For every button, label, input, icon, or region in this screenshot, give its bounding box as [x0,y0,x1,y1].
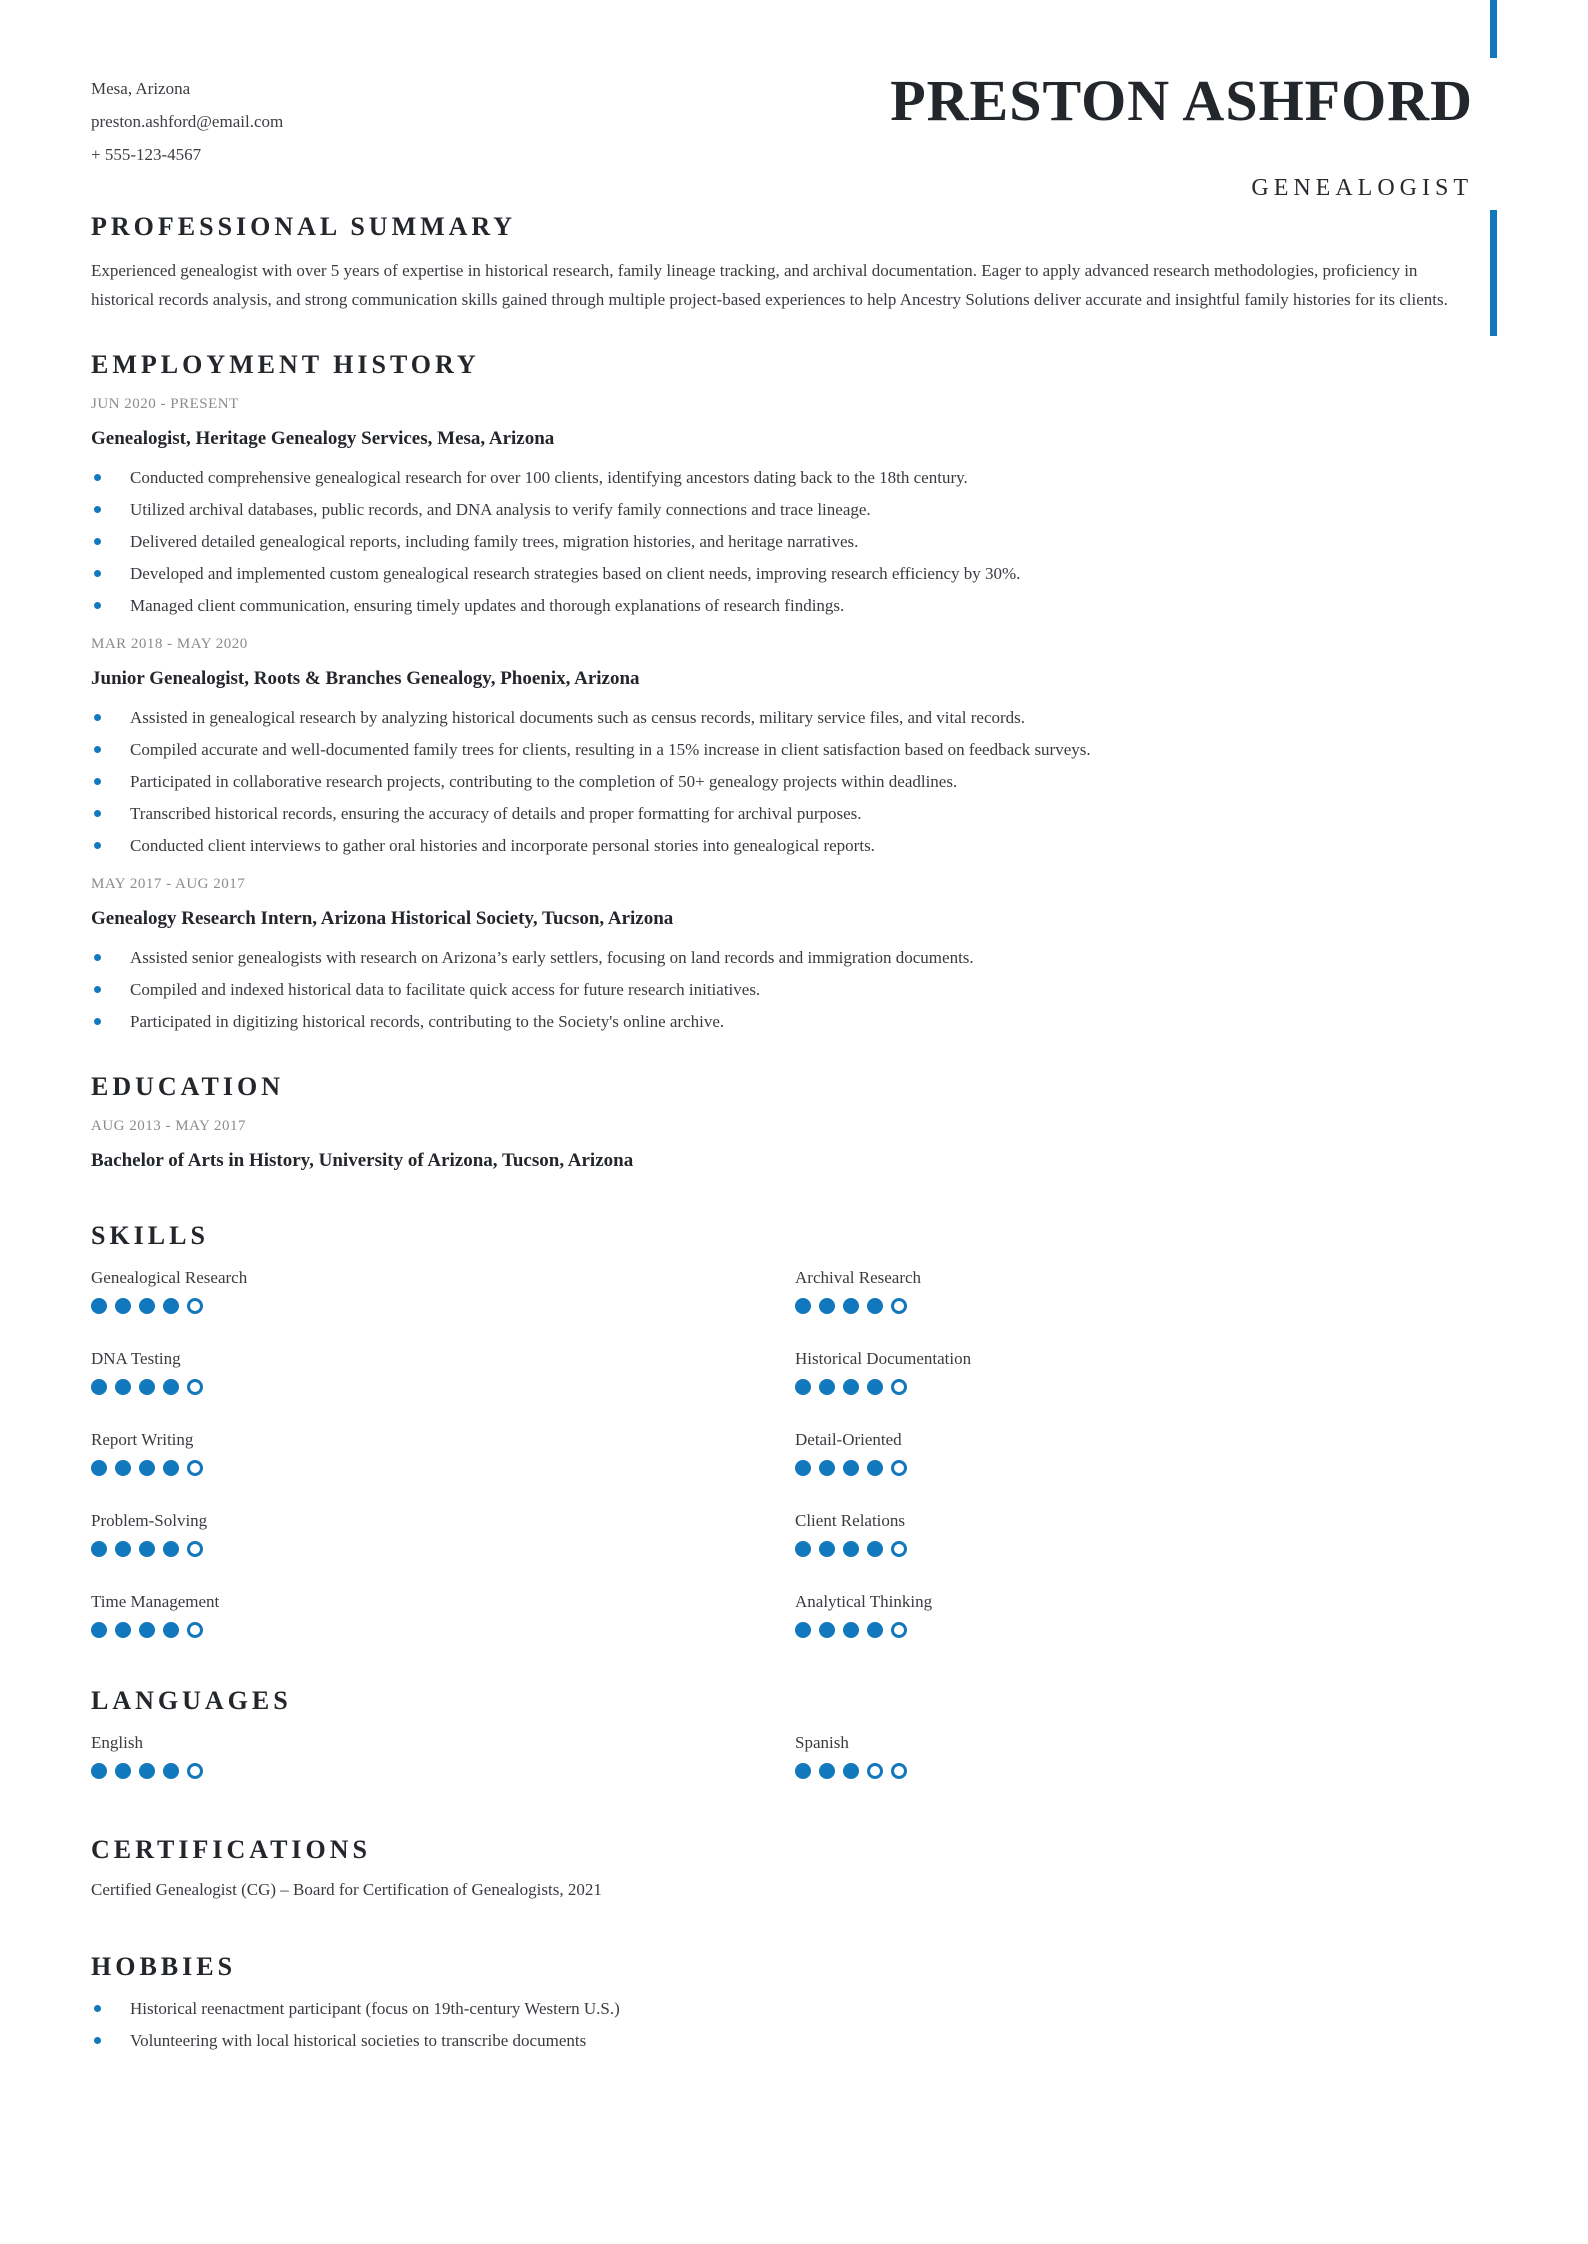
rating-dot-filled [139,1541,155,1557]
skill-item [91,1267,795,1314]
skill-rating [795,1622,1473,1638]
rating-dot-filled [819,1763,835,1779]
rating-dot-filled [843,1379,859,1395]
rating-dot-empty [891,1763,907,1779]
rating-dot-filled [795,1298,811,1314]
skill-item [795,1429,1473,1476]
skill-label: Client Relations [795,1511,906,1530]
skill-label: Time Management [91,1592,220,1611]
rating-dot-filled [91,1763,107,1779]
certifications-heading: CERTIFICATIONS [91,1835,371,1864]
job-dates: MAR 2018 - MAY 2020 [91,636,248,652]
rating-dot-filled [795,1541,811,1557]
skill-label: Detail-Oriented [795,1430,902,1449]
rating-dot-filled [795,1622,811,1638]
skill-item [795,1591,1473,1638]
rating-dot-filled [139,1298,155,1314]
name-block [890,68,1473,202]
skill-item [91,1591,795,1638]
rating-dot-filled [867,1379,883,1395]
rating-dot-filled [115,1622,131,1638]
bullet-item: Utilized archival databases, public records, and DNA analysis to verify family connections and trace lineage. [91,499,1473,520]
rating-dot-filled [115,1379,131,1395]
rating-dot-filled [115,1460,131,1476]
section-skills [91,1221,1473,1638]
rating-dot-filled [843,1763,859,1779]
rating-dot-filled [795,1460,811,1476]
rating-dot-empty [891,1379,907,1395]
skill-item [91,1429,795,1476]
section-hobbies [91,1952,1473,2051]
skill-rating [91,1541,795,1557]
hobbies-heading: HOBBIES [91,1952,237,1981]
rating-dot-filled [819,1541,835,1557]
rating-dot-empty [867,1763,883,1779]
bullet-item: Compiled and indexed historical data to facilitate quick access for future research initiatives. [91,979,1473,1000]
rating-dot-empty [187,1379,203,1395]
section-employment-history [91,350,1473,1032]
rating-dot-empty [187,1298,203,1314]
rating-dot-filled [819,1298,835,1314]
hobby-item: Volunteering with local historical societies to transcribe documents [91,2030,1473,2051]
job-bullets [91,707,1473,856]
resume-header [91,68,1473,202]
bullet-item: Conducted comprehensive genealogical research for over 100 clients, identifying ancestors dating back to the 18th century. [91,467,1473,488]
rating-dot-filled [163,1460,179,1476]
rating-dot-empty [891,1541,907,1557]
rating-dot-filled [795,1379,811,1395]
language-rating [795,1763,1473,1779]
job-entry [91,396,1473,616]
summary-heading: PROFESSIONAL SUMMARY [91,212,517,241]
rating-dot-filled [139,1763,155,1779]
skill-rating [795,1460,1473,1476]
rating-dot-filled [819,1622,835,1638]
languages-grid [91,1732,1473,1779]
rating-dot-filled [867,1460,883,1476]
job-bullets [91,467,1473,616]
section-education [91,1072,1473,1173]
rating-dot-filled [139,1460,155,1476]
contact-phone: + 555-123-4567 [91,145,202,164]
rating-dot-filled [867,1541,883,1557]
rating-dot-filled [163,1541,179,1557]
section-professional-summary [91,212,1473,314]
skill-rating [91,1298,795,1314]
bullet-item: Participated in digitizing historical records, contributing to the Society's online archive. [91,1011,1473,1032]
skill-item [795,1267,1473,1314]
hobbies-list [91,1998,1473,2051]
education-heading: EDUCATION [91,1072,284,1101]
bullet-item: Assisted senior genealogists with research on Arizona’s early settlers, focusing on land records and immigration documents. [91,947,1473,968]
skill-label: Analytical Thinking [795,1592,933,1611]
skills-grid [91,1267,1473,1638]
job-title: Junior Genealogist, Roots & Branches Genealogy, Phoenix, Arizona [91,668,640,689]
skill-label: Report Writing [91,1430,194,1449]
rating-dot-filled [867,1622,883,1638]
bullet-item: Delivered detailed genealogical reports, including family trees, migration histories, and heritage narratives. [91,531,1473,552]
rating-dot-filled [867,1298,883,1314]
contact-email: preston.ashford@email.com [91,112,284,131]
rating-dot-empty [187,1763,203,1779]
rating-dot-empty [187,1622,203,1638]
rating-dot-filled [91,1298,107,1314]
rating-dot-filled [91,1622,107,1638]
rating-dot-empty [891,1298,907,1314]
education-dates: AUG 2013 - MAY 2017 [91,1118,247,1134]
rating-dot-filled [843,1541,859,1557]
job-dates: JUN 2020 - PRESENT [91,396,239,412]
rating-dot-filled [139,1379,155,1395]
skill-item [91,1510,795,1557]
rating-dot-filled [91,1460,107,1476]
skill-item [795,1348,1473,1395]
skill-rating [91,1622,795,1638]
skill-rating [91,1379,795,1395]
languages-heading: LANGUAGES [91,1686,292,1715]
skill-rating [795,1298,1473,1314]
language-item [91,1732,795,1779]
bullet-item: Participated in collaborative research projects, contributing to the completion of 50+ genealogy projects within deadlines. [91,771,1473,792]
education-degree: Bachelor of Arts in History, University of Arizona, Tucson, Arizona [91,1150,634,1171]
rating-dot-filled [91,1541,107,1557]
skill-item [91,1348,795,1395]
hobby-item: Historical reenactment participant (focus on 19th-century Western U.S.) [91,1998,1473,2019]
rating-dot-filled [163,1763,179,1779]
language-rating [91,1763,795,1779]
rating-dot-filled [843,1298,859,1314]
bullet-item: Assisted in genealogical research by analyzing historical documents such as census records, military service files, and vital records. [91,707,1473,728]
rating-dot-filled [795,1763,811,1779]
rating-dot-filled [843,1460,859,1476]
rating-dot-empty [187,1460,203,1476]
language-label: Spanish [795,1733,849,1752]
job-bullets [91,947,1473,1032]
summary-text: Experienced genealogist with over 5 years of expertise in historical research, family lineage tracking, and archival documentation. Eager to apply advanced research methodologies, proficiency in historical records analysis, and strong communication skills gained through multiple project-based experiences to help Ancestry Solutions deliver accurate and insightful family histories for its clients. [91,261,1448,309]
skill-item [795,1510,1473,1557]
bullet-item: Conducted client interviews to gather oral histories and incorporate personal stories into genealogical reports. [91,835,1473,856]
rating-dot-filled [819,1460,835,1476]
bullet-item: Managed client communication, ensuring timely updates and thorough explanations of research findings. [91,595,1473,616]
rating-dot-filled [115,1763,131,1779]
rating-dot-empty [891,1622,907,1638]
section-languages [91,1686,1473,1779]
rating-dot-empty [187,1541,203,1557]
candidate-role: GENEALOGIST [1251,175,1473,201]
rating-dot-filled [91,1379,107,1395]
rating-dot-filled [819,1379,835,1395]
rating-dot-filled [115,1541,131,1557]
contact-block [91,72,283,171]
job-title: Genealogist, Heritage Genealogy Services, Mesa, Arizona [91,428,555,449]
skill-label: Archival Research [795,1268,922,1287]
skill-label: Problem-Solving [91,1511,208,1530]
job-title: Genealogy Research Intern, Arizona Historical Society, Tucson, Arizona [91,908,674,929]
section-certifications [91,1835,1473,1900]
candidate-name: PRESTON ASHFORD [890,68,1473,133]
contact-location: Mesa, Arizona [91,79,191,98]
bullet-item: Developed and implemented custom genealogical research strategies based on client needs, improving research efficiency by 30%. [91,563,1473,584]
skill-rating [795,1379,1473,1395]
skill-label: Genealogical Research [91,1268,248,1287]
rating-dot-filled [163,1298,179,1314]
skill-rating [91,1460,795,1476]
language-item [795,1732,1473,1779]
certification-text: Certified Genealogist (CG) – Board for Certification of Genealogists, 2021 [91,1880,602,1899]
job-dates: MAY 2017 - AUG 2017 [91,876,246,892]
rating-dot-filled [843,1622,859,1638]
rating-dot-empty [891,1460,907,1476]
rating-dot-filled [163,1622,179,1638]
rating-dot-filled [139,1622,155,1638]
rating-dot-filled [163,1379,179,1395]
skill-label: DNA Testing [91,1349,181,1368]
bullet-item: Compiled accurate and well-documented family trees for clients, resulting in a 15% increase in client satisfaction based on feedback surveys. [91,739,1473,760]
employment-heading: EMPLOYMENT HISTORY [91,350,480,379]
accent-bar-lower-segment [1490,210,1497,336]
skills-heading: SKILLS [91,1221,209,1250]
skill-label: Historical Documentation [795,1349,972,1368]
bullet-item: Transcribed historical records, ensuring the accuracy of details and proper formatting for archival purposes. [91,803,1473,824]
job-entry [91,636,1473,856]
skill-rating [795,1541,1473,1557]
job-entry [91,876,1473,1032]
language-label: English [91,1733,143,1752]
rating-dot-filled [115,1298,131,1314]
accent-bar-top-segment [1490,0,1497,58]
